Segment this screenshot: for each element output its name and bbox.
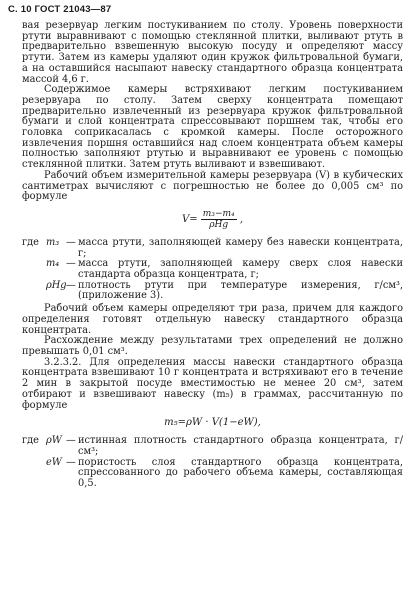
- definition-symbol: ρHg: [46, 279, 67, 291]
- formula-volume-fraction: [201, 209, 237, 230]
- paragraph-6: 3.2.3.2. Для определения массы навески стандартного образца концентрата взвешивают 10 г концентрата и встряхивают его в течение 2 мин в закрытой посуде вместимостью не менее 20 см³, затем отбирают и взвешивают навеску (m₅) в граммах, рассчитанную по формуле: [22, 356, 403, 411]
- definition-text: плотность ртути при температуре измерения, г/см³, (приложение 3).: [78, 279, 403, 302]
- definition-text: масса ртути, заполняющей камеру без навески концентрата, г;: [78, 236, 403, 259]
- definition-symbol: m₄: [46, 258, 60, 270]
- definition-symbol: eW: [46, 456, 62, 468]
- paragraph-2: Содержимое камеры встряхивают легким постукиванием резервуара по столу. Затем сверху концентрата помещают предварительно извлеченный из резервуара кружок фильтровальной бумаги и слой концентрата спрессовывают поршнем так, чтобы его головка соприкасалась с кромкой камеры. После осторожного извлечения поршня оставшийся над слоем концентрата объем камеры полностью заполняют ртутью и выравнивают ее уровень с помощью стеклянной плитки. Затем ртуть выливают и взвешивают.: [22, 84, 403, 171]
- definition-dash: —: [66, 279, 76, 291]
- definition-symbol: m₃: [46, 236, 60, 248]
- definition-e-w: [22, 458, 403, 490]
- definition-dash: —: [66, 258, 76, 270]
- paragraph-1: вая резервуар легким постукиванием по столу. Уровень поверхности ртути выравнивают с помощью стеклянной плитки, выливают ртуть в предварительно взвешенную высокую посуду и определяют массу ртути. Затем из камеры удаляют один кружок фильтровальной бумаги, а на оставшийся насыпают навеску стандартного образца концентрата массой 4,6 г.: [22, 20, 403, 85]
- definition-lead: [22, 259, 46, 280]
- paragraph-5: Расхождение между результатами трех определений не должно превышать 0,01 см³.: [22, 335, 403, 357]
- definition-dash: —: [66, 236, 76, 248]
- paragraph-3: Рабочий объем измерительной камеры резервуара (V) в кубических сантиметрах вычисляют с погрешностью не более до 0,005 см³ по формуле: [22, 169, 403, 203]
- definition-m4: [22, 259, 403, 280]
- definition-text: истинная плотность стандартного образца концентрата, г/см³;: [78, 435, 403, 457]
- formula-volume-numerator: m₃−m₄: [202, 208, 235, 219]
- formula-volume-denominator: ρHg: [209, 219, 229, 230]
- definition-symbol: ρW: [46, 435, 62, 447]
- definition-lead: где: [22, 435, 39, 447]
- definition-lead: где: [22, 236, 39, 248]
- definition-text: масса ртути, заполняющей камеру сверх слоя навески стандарта образца концентрата, г;: [78, 258, 403, 281]
- page-header: С. 10 ГОСТ 21043—87: [8, 4, 112, 15]
- definition-dash: —: [66, 456, 76, 468]
- definition-m3: [22, 238, 403, 259]
- definition-dash: —: [66, 435, 76, 447]
- definition-text: пористость слоя стандартного образца концентрата, спрессованного до рабочего объема камеры, составляющая 0,5.: [78, 456, 403, 490]
- formula-volume: [22, 209, 403, 230]
- formula-mass: m₅=ρW · V(1−eW),: [164, 417, 261, 429]
- formula-volume-lhs: V=: [182, 213, 198, 225]
- paragraph-4: Рабочий объем камеры определяют три раза, причем для каждого определения готовят отдельную навеску стандартного образца концентрата.: [22, 303, 403, 336]
- formula-volume-tail: ,: [239, 213, 243, 225]
- definition-lead: [22, 458, 46, 490]
- definition-lead: [22, 281, 46, 302]
- definition-rho-hg: [22, 281, 403, 302]
- definition-rho-w: [22, 436, 403, 457]
